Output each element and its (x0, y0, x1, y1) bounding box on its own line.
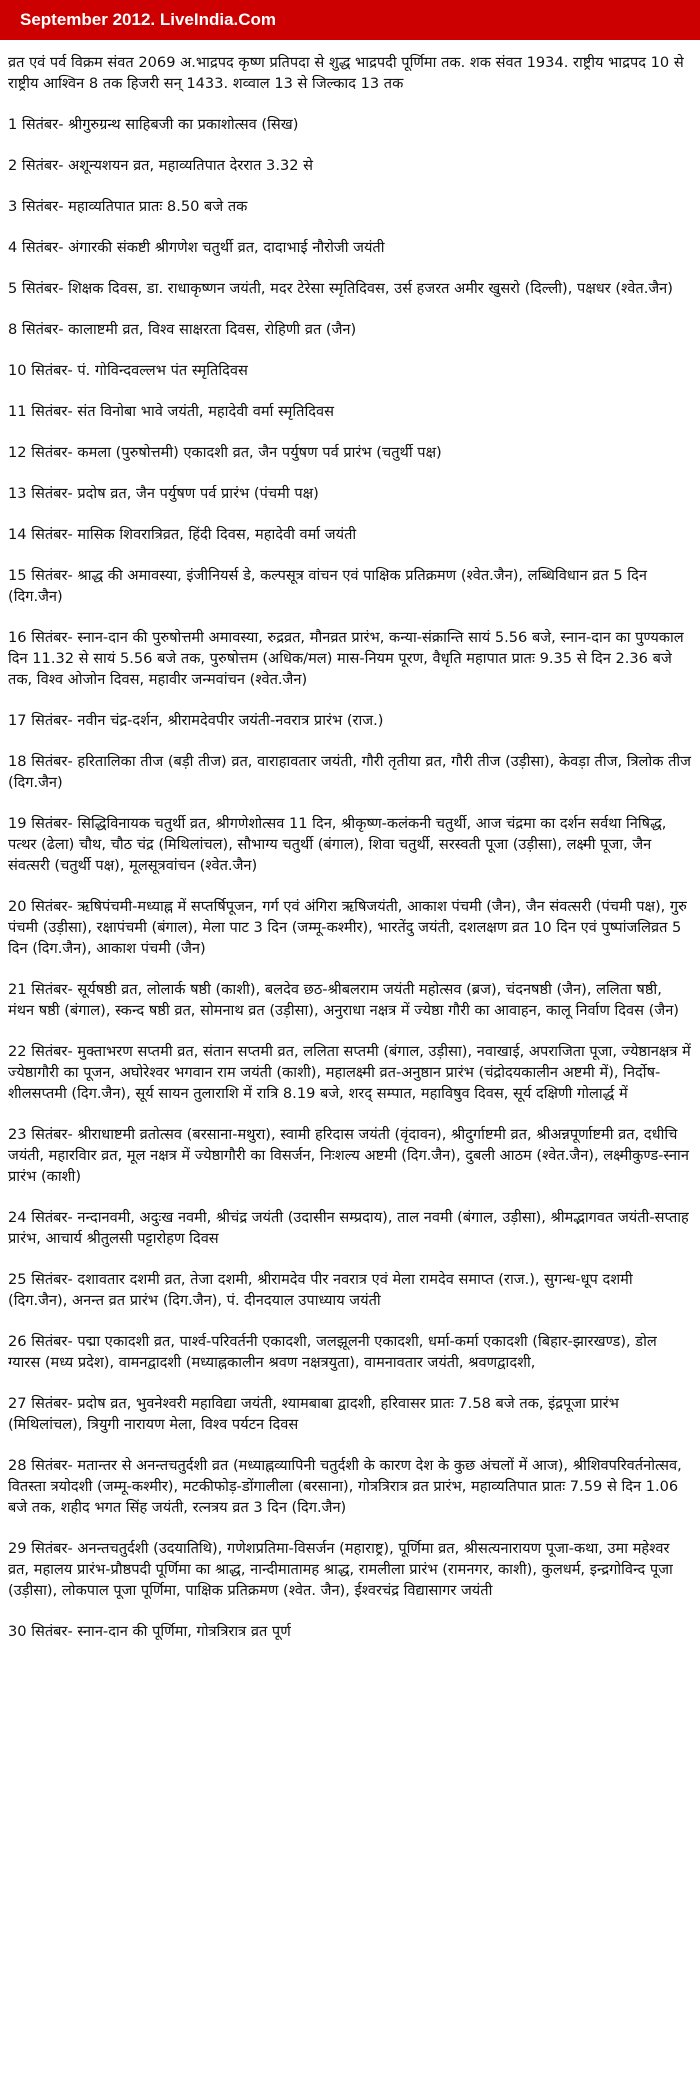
date-entry: 19 सितंबर- सिद्धिविनायक चतुर्थी व्रत, श्रीगणेशोत्सव 11 दिन, श्रीकृष्ण-कलंकनी चतुर्थी, आज चंद्रमा का दर्शन सर्वथा निषिद्ध, पत्थर (ढेला) चौथ, चौठ चंद्र (मिथिलांचल), सौभाग्य चतुर्थी (बंगाल), शिवा चतुर्थी, सरस्वती पूजा (उड़ीसा), लक्ष्मी पूजा, जैन संवत्सरी (चतुर्थी पक्ष), मूलसूत्रवांचन (श्वेत.जैन) (8, 815, 667, 874)
date-entry: 12 सितंबर- कमला (पुरुषोत्तमी) एकादशी व्रत, जैन पर्युषण पर्व प्रारंभ (चतुर्थी पक्ष) (8, 444, 442, 461)
date-entry: 18 सितंबर- हरितालिका तीज (बड़ी तीज) व्रत, वाराहावतार जयंती, गौरी तृतीया व्रत, गौरी तीज (उड़ीसा), केवड़ा तीज, त्रिलोक तीज (दिग.जैन) (8, 753, 692, 791)
date-entry: 11 सितंबर- संत विनोबा भावे जयंती, महादेवी वर्मा स्मृतिदिवस (8, 403, 334, 420)
site-header (0, 0, 700, 40)
date-entry: 1 सितंबर- श्रीगुरुग्रन्थ साहिबजी का प्रकाशोत्सव (सिख) (8, 116, 299, 133)
date-entry: 5 सितंबर- शिक्षक दिवस, डा. राधाकृष्णन जयंती, मदर टेरेसा स्मृतिदिवस, उर्स हजरत अमीर खुसरो (दिल्ली), पक्षधर (श्वेत.जैन) (8, 280, 673, 297)
date-entry: 26 सितंबर- पद्मा एकादशी व्रत, पार्श्व-परिवर्तनी एकादशी, जलझूलनी एकादशी, धर्मा-कर्मा एकादशी (बिहार-झारखण्ड), डोल ग्यारस (मध्य प्रदेश), वामनद्वादशी (मध्याह्नकालीन श्रवण नक्षत्रयुता), वामनावतार जयंती, श्रवणद्वादशी, (8, 1333, 657, 1371)
date-entry: 21 सितंबर- सूर्यषष्ठी व्रत, लोलार्क षष्ठी (काशी), बलदेव छठ-श्रीबलराम जयंती महोत्सव (ब्रज), चंदनषष्ठी (जैन), ललिता षष्ठी, मंथन षष्ठी (बंगाल), स्कन्द षष्ठी व्रत, सोमनाथ व्रत (उड़ीसा), अनुराधा नक्षत्र में ज्येष्ठा गौरी का आवाहन, कालू निर्वाण दिवस (जैन) (8, 981, 679, 1019)
date-entry: 8 सितंबर- कालाष्टमी व्रत, विश्व साक्षरता दिवस, रोहिणी व्रत (जैन) (8, 321, 357, 338)
date-entry: 14 सितंबर- मासिक शिवरात्रिव्रत, हिंदी दिवस, महादेवी वर्मा जयंती (8, 526, 357, 543)
date-entry: 15 सितंबर- श्राद्ध की अमावस्या, इंजीनियर्स डे, कल्पसूत्र वांचन एवं पाक्षिक प्रतिक्रमण (श्वेत.जैन), लब्धिविधान व्रत 5 दिन (दिग.जैन) (8, 567, 647, 605)
date-entry: 10 सितंबर- पं. गोविन्दवल्लभ पंत स्मृतिदिवस (8, 362, 248, 379)
date-entry: 25 सितंबर- दशावतार दशमी व्रत, तेजा दशमी, श्रीरामदेव पीर नवरात्र एवं मेला रामदेव समाप्त (राज.), सुगन्ध-धूप दशमी (दिग.जैन), अनन्त व्रत प्रारंभ (दिग.जैन), पं. दीनदयाल उपाध्याय जयंती (8, 1271, 633, 1309)
date-entry: 4 सितंबर- अंगारकी संकष्टी श्रीगणेश चतुर्थी व्रत, दादाभाई नौरोजी जयंती (8, 239, 385, 256)
date-entry: 22 सितंबर- मुक्ताभरण सप्तमी व्रत, संतान सप्तमी व्रत, ललिता सप्तमी (बंगाल, उड़ीसा), नवाखाई, अपराजिता पूजा, ज्येष्ठानक्षत्र में ज्येष्ठागौरी का पूजन, अघोरेश्वर भगवान राम जयंती (काशी), महालक्ष्मी व्रत-अनुष्ठान प्रारंभ (चंद्रोदयकालीन अष्टमी में), निर्दोष-शीलसप्तमी (दिग.जैन), सूर्य सायन तुलाराशि में रात्रि 8.19 बजे, शरद् सम्पात, महाविषुव दिवस, सूर्य दक्षिणी गोलार्द्ध में (8, 1043, 691, 1102)
date-entry: 20 सितंबर- ऋषिपंचमी-मध्याह्न में सप्तर्षिपूजन, गर्ग एवं अंगिरा ऋषिजयंती, आकाश पंचमी (जैन), जैन संवत्सरी (पंचमी पक्ष), गुरु पंचमी (उड़ीसा), रक्षापंचमी (बंगाल), मेला पाट 3 दिन (जम्मू-कश्मीर), भारतेंदु जयंती, दशलक्षण व्रत 10 दिन एवं पुष्पांजलिव्रत 5 दिन (दिग.जैन), आकाश पंचमी (जैन) (8, 898, 687, 957)
date-entry: 28 सितंबर- मतान्तर से अनन्तचतुर्दशी व्रत (मध्याह्नव्यापिनी चतुर्दशी के कारण देश के कुछ अंचलों में आज), श्रीशिवपरिवर्तनोत्सव, वितस्ता त्रयोदशी (जम्मू-कश्मीर), मटकीफोड़-डोंगालीला (बरसाना), गोत्रत्रिरात्र व्रत प्रारंभ, महाव्यतिपात प्रातः 7.59 से दिन 1.06 बजे तक, शहीद भगत सिंह जयंती, रत्नत्रय व्रत 3 दिन (दिग.जैन) (8, 1457, 682, 1516)
date-entry: 23 सितंबर- श्रीराधाष्टमी व्रतोत्सव (बरसाना-मथुरा), स्वामी हरिदास जयंती (वृंदावन), श्रीदुर्गाष्टमी व्रत, श्रीअन्नपूर्णाष्टमी व्रत, दधीचि जयंती, महारविार व्रत, मूल नक्षत्र में ज्येष्ठागौरी का विसर्जन, निःशल्य अष्टमी (दिग.जैन), दुबली आठम (श्वेत.जैन), लक्ष्मीकुण्ड-स्नान प्रारंभ (काशी) (8, 1126, 689, 1185)
date-entry: 29 सितंबर- अनन्तचतुर्दशी (उदयातिथि), गणेशप्रतिमा-विसर्जन (महाराष्ट्र), पूर्णिमा व्रत, श्रीसत्यनारायण पूजा-कथा, उमा महेश्वर व्रत, महालय प्रारंभ-प्रौष्ठपदी पूर्णिमा का श्राद्ध, नान्दीमातामह श्राद्ध, रामलीला प्रारंभ (रामनगर, काशी), कुलधर्म, इन्द्रगोविन्द पूजा (उड़ीसा), लोकपाल पूजा पूर्णिमा, पाक्षिक प्रतिक्रमण (श्वेत. जैन), ईश्वरचंद्र विद्यासागर जयंती (8, 1540, 673, 1599)
date-entry: 27 सितंबर- प्रदोष व्रत, भुवनेश्वरी महाविद्या जयंती, श्यामबाबा द्वादशी, हरिवासर प्रातः 7.58 बजे तक, इंद्रपूजा प्रारंभ (मिथिलांचल), त्रियुगी नारायण मेला, विश्व पर्यटन दिवस (8, 1395, 619, 1433)
intro-paragraph: व्रत एवं पर्व विक्रम संवत 2069 अ.भाद्रपद कृष्ण प्रतिपदा से शुद्ध भाद्रपदी पूर्णिमा तक. शक संवत 1934. राष्ट्रीय भाद्रपद 10 से राष्ट्रीय आश्विन 8 तक हिजरी सन् 1433. शव्वाल 13 से जिल्काद 13 तक (8, 54, 684, 92)
date-entry: 30 सितंबर- स्नान-दान की पूर्णिमा, गोत्रत्रिरात्र व्रत पूर्ण (8, 1623, 291, 1640)
date-entry: 2 सितंबर- अशून्यशयन व्रत, महाव्यतिपात देररात 3.32 से (8, 157, 314, 174)
date-entry: 24 सितंबर- नन्दानवमी, अदुःख नवमी, श्रीचंद्र जयंती (उदासीन सम्प्रदाय), ताल नवमी (बंगाल, उड़ीसा), श्रीमद्भागवत जयंती-सप्ताह प्रारंभ, आचार्य श्रीतुलसी पट्टारोहण दिवस (8, 1209, 689, 1247)
date-entry: 13 सितंबर- प्रदोष व्रत, जैन पर्युषण पर्व प्रारंभ (पंचमी पक्ष) (8, 485, 319, 502)
date-entry: 17 सितंबर- नवीन चंद्र-दर्शन, श्रीरामदेवपीर जयंती-नवरात्र प्रारंभ (राज.) (8, 712, 384, 729)
date-entry: 3 सितंबर- महाव्यतिपात प्रातः 8.50 बजे तक (8, 198, 248, 215)
date-entry: 16 सितंबर- स्नान-दान की पुरुषोत्तमी अमावस्या, रुद्रव्रत, मौनव्रत प्रारंभ, कन्या-संक्रान्ति सायं 5.56 बजे, स्नान-दान का पुण्यकाल दिन 11.32 से सायं 5.56 बजे तक, पुरुषोत्तम (अधिक/मल) मास-नियम पूरण, वैधृति महापात प्रातः 9.35 से दिन 2.36 बजे तक, विश्व ओजोन दिवस, महावीर जन्मवांचन (श्वेत.जैन) (8, 629, 684, 688)
header-title: September 2012. LiveIndia.Com (20, 10, 277, 29)
calendar-content (0, 52, 700, 1662)
